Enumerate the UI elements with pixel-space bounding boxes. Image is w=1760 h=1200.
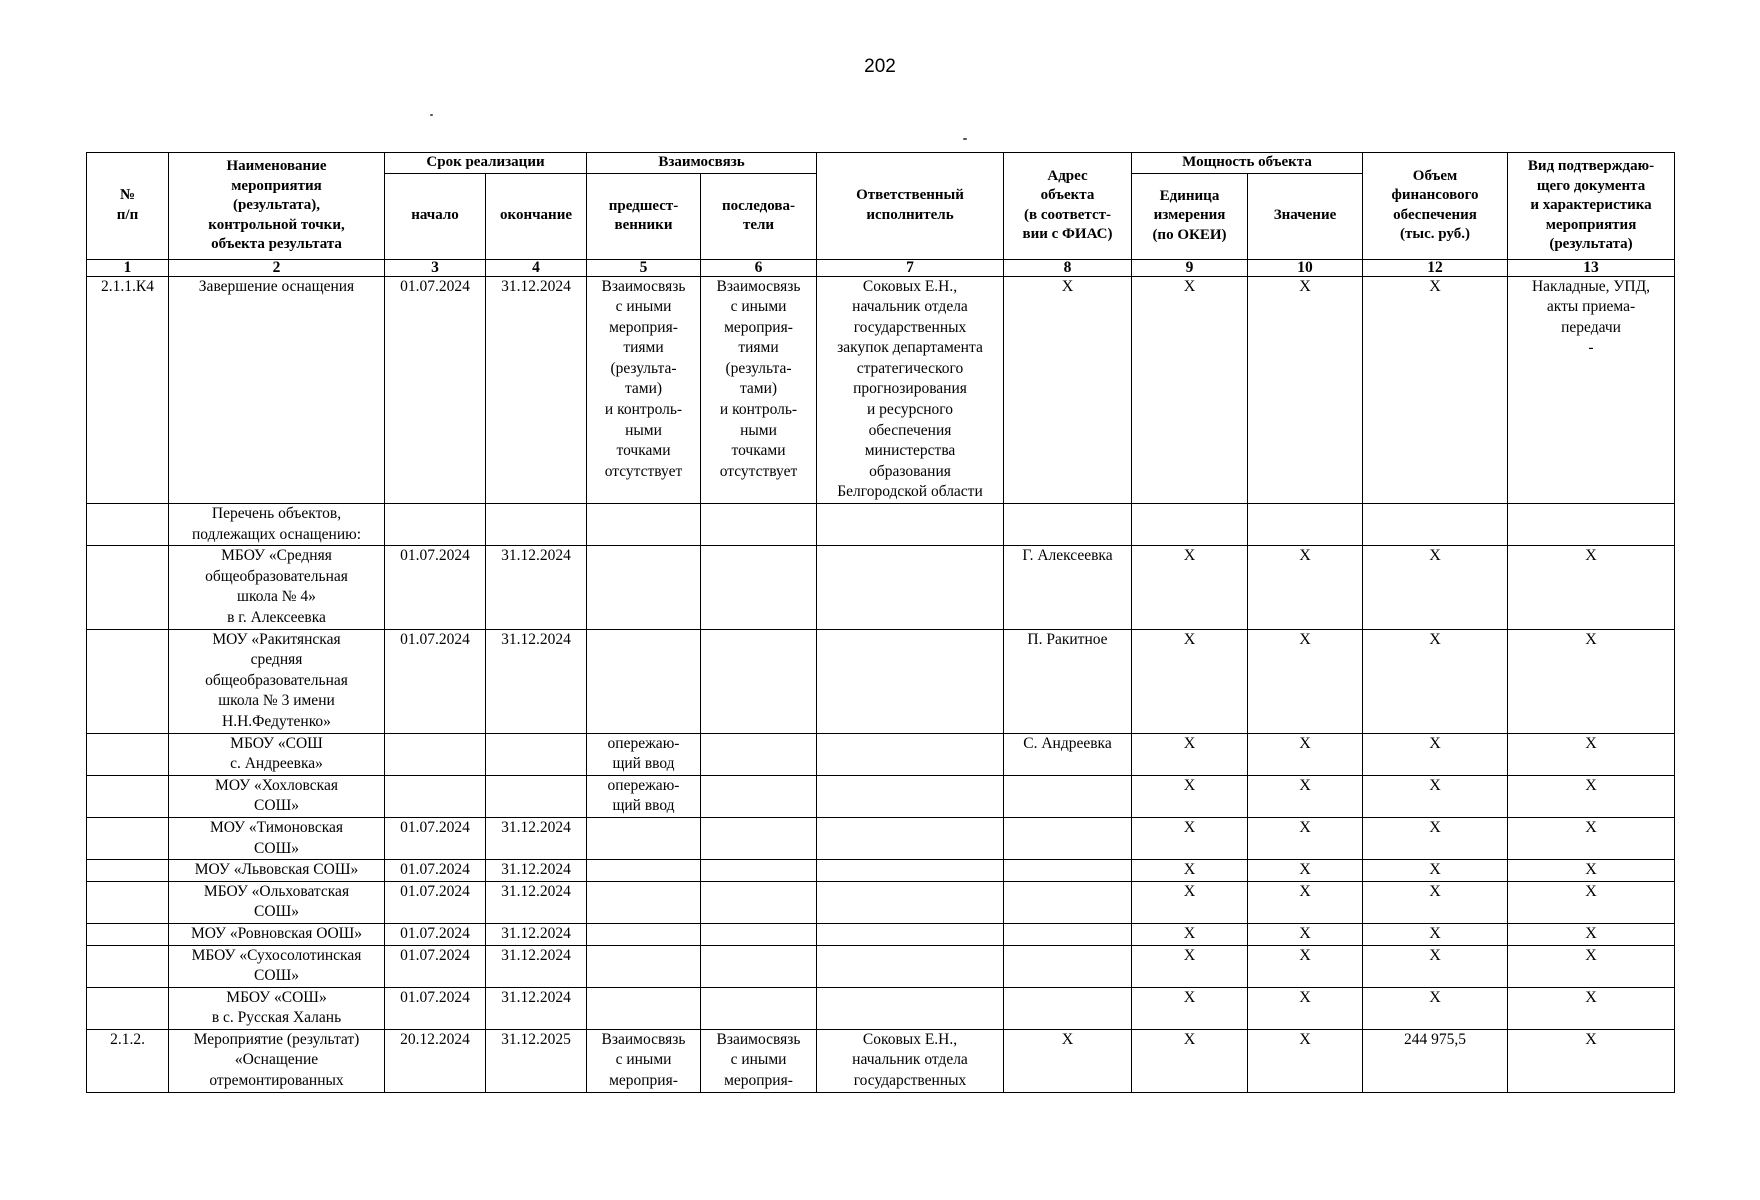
- document-cell: Х: [1508, 629, 1675, 733]
- column-number: 9: [1132, 259, 1248, 276]
- unit-cell: Х: [1132, 987, 1248, 1029]
- unit-cell: Х: [1132, 276, 1248, 504]
- end-date-cell: 31.12.2024: [486, 923, 587, 945]
- finance-cell: Х: [1363, 987, 1508, 1029]
- responsible-cell: [817, 945, 1004, 987]
- finance-cell: Х: [1363, 276, 1508, 504]
- unit-cell: [1132, 504, 1248, 546]
- value-cell: Х: [1248, 1029, 1363, 1092]
- unit-cell: Х: [1132, 860, 1248, 882]
- header-col-address: Адрес объекта (в соответст- вии с ФИАС): [1004, 153, 1132, 260]
- address-cell: [1004, 817, 1132, 859]
- address-cell: Г. Алексеевка: [1004, 546, 1132, 629]
- header-col-finance: Объем финансового обеспечения (тыс. руб.): [1363, 153, 1508, 260]
- finance-cell: [1363, 504, 1508, 546]
- header-col-document: Вид подтверждаю- щего документа и характеристика мероприятия (результата): [1508, 153, 1675, 260]
- finance-cell: Х: [1363, 546, 1508, 629]
- responsible-cell: [817, 987, 1004, 1029]
- column-number: 6: [701, 259, 817, 276]
- header-col-num: № п/п: [87, 153, 169, 260]
- start-date-cell: 01.07.2024: [385, 860, 486, 882]
- document-cell: Х: [1508, 1029, 1675, 1092]
- table-row: [87, 775, 1675, 817]
- finance-cell: Х: [1363, 923, 1508, 945]
- document-cell: Х: [1508, 923, 1675, 945]
- unit-cell: Х: [1132, 629, 1248, 733]
- successors-cell: Взаимосвязь с иными мероприя-: [701, 1029, 817, 1092]
- document-cell: Х: [1508, 945, 1675, 987]
- row-number-cell: [87, 860, 169, 882]
- successors-cell: [701, 923, 817, 945]
- row-number-cell: [87, 945, 169, 987]
- document-cell: [1508, 504, 1675, 546]
- end-date-cell: 31.12.2024: [486, 881, 587, 923]
- column-number: 13: [1508, 259, 1675, 276]
- predecessors-cell: Взаимосвязь с иными мероприя- тиями (результа- тами) и контроль- ными точками отсутствует: [587, 276, 701, 504]
- successors-cell: [701, 817, 817, 859]
- unit-cell: Х: [1132, 923, 1248, 945]
- column-number: 8: [1004, 259, 1132, 276]
- successors-cell: [701, 629, 817, 733]
- start-date-cell: 01.07.2024: [385, 629, 486, 733]
- row-name-cell: МОУ «Тимоновская СОШ»: [169, 817, 385, 859]
- unit-cell: Х: [1132, 546, 1248, 629]
- table-row: [87, 987, 1675, 1029]
- table-row: [87, 504, 1675, 546]
- end-date-cell: [486, 504, 587, 546]
- responsible-cell: [817, 881, 1004, 923]
- start-date-cell: 01.07.2024: [385, 817, 486, 859]
- row-number-cell: [87, 546, 169, 629]
- responsible-cell: Соковых Е.Н., начальник отдела государственных: [817, 1029, 1004, 1092]
- start-date-cell: 01.07.2024: [385, 923, 486, 945]
- end-date-cell: 31.12.2024: [486, 945, 587, 987]
- responsible-cell: [817, 817, 1004, 859]
- end-date-cell: 31.12.2024: [486, 817, 587, 859]
- unit-cell: Х: [1132, 881, 1248, 923]
- finance-cell: Х: [1363, 881, 1508, 923]
- row-number-cell: [87, 775, 169, 817]
- value-cell: Х: [1248, 945, 1363, 987]
- predecessors-cell: [587, 629, 701, 733]
- start-date-cell: 20.12.2024: [385, 1029, 486, 1092]
- value-cell: Х: [1248, 923, 1363, 945]
- unit-cell: Х: [1132, 733, 1248, 775]
- predecessors-cell: [587, 817, 701, 859]
- value-cell: Х: [1248, 817, 1363, 859]
- document-cell: Х: [1508, 733, 1675, 775]
- table-row: [87, 881, 1675, 923]
- row-name-cell: Мероприятие (результат) «Оснащение отремонтированных: [169, 1029, 385, 1092]
- address-cell: [1004, 923, 1132, 945]
- row-number-cell: 2.1.2.: [87, 1029, 169, 1092]
- finance-cell: 244 975,5: [1363, 1029, 1508, 1092]
- finance-cell: Х: [1363, 629, 1508, 733]
- scan-speck: [963, 138, 967, 140]
- document-cell: Х: [1508, 881, 1675, 923]
- document-cell: Х: [1508, 987, 1675, 1029]
- header-col-predecessors: предшест- венники: [587, 173, 701, 259]
- row-number-cell: [87, 629, 169, 733]
- successors-cell: [701, 987, 817, 1029]
- predecessors-cell: [587, 860, 701, 882]
- predecessors-cell: [587, 987, 701, 1029]
- header-group-term: Срок реализации: [385, 153, 587, 174]
- row-name-cell: МОУ «Хохловская СОШ»: [169, 775, 385, 817]
- value-cell: [1248, 504, 1363, 546]
- row-number-cell: 2.1.1.К4: [87, 276, 169, 504]
- address-cell: [1004, 860, 1132, 882]
- header-col-unit: Единица измерения (по ОКЕИ): [1132, 173, 1248, 259]
- row-name-cell: МОУ «Ровновская ООШ»: [169, 923, 385, 945]
- table-row: [87, 546, 1675, 629]
- end-date-cell: [486, 775, 587, 817]
- header-col-successors: последова- тели: [701, 173, 817, 259]
- end-date-cell: 31.12.2025: [486, 1029, 587, 1092]
- predecessors-cell: опережаю- щий ввод: [587, 775, 701, 817]
- unit-cell: Х: [1132, 1029, 1248, 1092]
- start-date-cell: [385, 504, 486, 546]
- column-number: 3: [385, 259, 486, 276]
- predecessors-cell: [587, 504, 701, 546]
- row-number-cell: [87, 817, 169, 859]
- row-number-cell: [87, 733, 169, 775]
- address-cell: [1004, 775, 1132, 817]
- schedule-table: [86, 152, 1675, 1093]
- successors-cell: [701, 546, 817, 629]
- responsible-cell: [817, 546, 1004, 629]
- successors-cell: [701, 881, 817, 923]
- value-cell: Х: [1248, 733, 1363, 775]
- column-number: 12: [1363, 259, 1508, 276]
- value-cell: Х: [1248, 629, 1363, 733]
- address-cell: [1004, 881, 1132, 923]
- predecessors-cell: опережаю- щий ввод: [587, 733, 701, 775]
- finance-cell: Х: [1363, 733, 1508, 775]
- column-number: 7: [817, 259, 1004, 276]
- start-date-cell: [385, 733, 486, 775]
- table-body: [87, 276, 1675, 1092]
- row-name-cell: МБОУ «Ольховатская СОШ»: [169, 881, 385, 923]
- address-cell: С. Андреевка: [1004, 733, 1132, 775]
- finance-cell: Х: [1363, 860, 1508, 882]
- row-number-cell: [87, 504, 169, 546]
- successors-cell: [701, 733, 817, 775]
- predecessors-cell: Взаимосвязь с иными мероприя-: [587, 1029, 701, 1092]
- responsible-cell: [817, 733, 1004, 775]
- table-row: [87, 817, 1675, 859]
- page-number: 202: [864, 56, 896, 77]
- start-date-cell: [385, 775, 486, 817]
- table-row: [87, 276, 1675, 504]
- end-date-cell: 31.12.2024: [486, 546, 587, 629]
- start-date-cell: 01.07.2024: [385, 987, 486, 1029]
- row-name-cell: МБОУ «Средняя общеобразовательная школа № 4» в г. Алексеевка: [169, 546, 385, 629]
- predecessors-cell: [587, 546, 701, 629]
- start-date-cell: 01.07.2024: [385, 881, 486, 923]
- table-row: [87, 629, 1675, 733]
- row-name-cell: МБОУ «СОШ с. Андреевка»: [169, 733, 385, 775]
- address-cell: П. Ракитное: [1004, 629, 1132, 733]
- predecessors-cell: [587, 881, 701, 923]
- address-cell: [1004, 504, 1132, 546]
- row-name-cell: МОУ «Ракитянская средняя общеобразовательная школа № 3 имени Н.Н.Федутенко»: [169, 629, 385, 733]
- unit-cell: Х: [1132, 945, 1248, 987]
- successors-cell: [701, 504, 817, 546]
- start-date-cell: 01.07.2024: [385, 546, 486, 629]
- header-col-start: начало: [385, 173, 486, 259]
- table-row: [87, 1029, 1675, 1092]
- successors-cell: Взаимосвязь с иными мероприя- тиями (результа- тами) и контроль- ными точками отсутствует: [701, 276, 817, 504]
- column-number: 4: [486, 259, 587, 276]
- value-cell: Х: [1248, 860, 1363, 882]
- table-row: [87, 923, 1675, 945]
- column-number: 5: [587, 259, 701, 276]
- row-name-cell: Завершение оснащения: [169, 276, 385, 504]
- row-number-cell: [87, 987, 169, 1029]
- end-date-cell: [486, 733, 587, 775]
- header-group-capacity: Мощность объекта: [1132, 153, 1363, 174]
- document-cell: Х: [1508, 775, 1675, 817]
- header-col-end: окончание: [486, 173, 587, 259]
- document-cell: Х: [1508, 546, 1675, 629]
- address-cell: [1004, 945, 1132, 987]
- row-number-cell: [87, 923, 169, 945]
- responsible-cell: Соковых Е.Н., начальник отдела государственных закупок департамента стратегического прогнозирования и ресурсного обеспечения министерства образования Белгородской области: [817, 276, 1004, 504]
- document-cell: Накладные, УПД, акты приема- передачи -: [1508, 276, 1675, 504]
- value-cell: Х: [1248, 987, 1363, 1029]
- finance-cell: Х: [1363, 817, 1508, 859]
- header-group-link: Взаимосвязь: [587, 153, 817, 174]
- address-cell: Х: [1004, 1029, 1132, 1092]
- responsible-cell: [817, 860, 1004, 882]
- end-date-cell: 31.12.2024: [486, 860, 587, 882]
- responsible-cell: [817, 504, 1004, 546]
- header-col-value: Значение: [1248, 173, 1363, 259]
- row-name-cell: МОУ «Львовская СОШ»: [169, 860, 385, 882]
- finance-cell: Х: [1363, 945, 1508, 987]
- value-cell: Х: [1248, 881, 1363, 923]
- successors-cell: [701, 860, 817, 882]
- table-row: [87, 945, 1675, 987]
- successors-cell: [701, 775, 817, 817]
- column-number: 1: [87, 259, 169, 276]
- row-number-cell: [87, 881, 169, 923]
- predecessors-cell: [587, 923, 701, 945]
- header-col-responsible: Ответственный исполнитель: [817, 153, 1004, 260]
- address-cell: Х: [1004, 276, 1132, 504]
- header-col-name: Наименование мероприятия (результата), контрольной точки, объекта результата: [169, 153, 385, 260]
- document-cell: Х: [1508, 817, 1675, 859]
- row-name-cell: МБОУ «Сухосолотинская СОШ»: [169, 945, 385, 987]
- finance-cell: Х: [1363, 775, 1508, 817]
- table-row: [87, 733, 1675, 775]
- column-number: 10: [1248, 259, 1363, 276]
- responsible-cell: [817, 629, 1004, 733]
- start-date-cell: 01.07.2024: [385, 276, 486, 504]
- end-date-cell: 31.12.2024: [486, 629, 587, 733]
- successors-cell: [701, 945, 817, 987]
- responsible-cell: [817, 775, 1004, 817]
- value-cell: Х: [1248, 775, 1363, 817]
- column-number: 2: [169, 259, 385, 276]
- row-name-cell: МБОУ «СОШ» в с. Русская Халань: [169, 987, 385, 1029]
- responsible-cell: [817, 923, 1004, 945]
- predecessors-cell: [587, 945, 701, 987]
- document-cell: Х: [1508, 860, 1675, 882]
- value-cell: Х: [1248, 546, 1363, 629]
- address-cell: [1004, 987, 1132, 1029]
- value-cell: Х: [1248, 276, 1363, 504]
- end-date-cell: 31.12.2024: [486, 987, 587, 1029]
- unit-cell: Х: [1132, 775, 1248, 817]
- unit-cell: Х: [1132, 817, 1248, 859]
- end-date-cell: 31.12.2024: [486, 276, 587, 504]
- row-name-cell: Перечень объектов, подлежащих оснащению:: [169, 504, 385, 546]
- table-header: [87, 153, 1675, 277]
- table-row: [87, 860, 1675, 882]
- scan-speck: [430, 114, 433, 116]
- column-number-row: [87, 259, 1675, 276]
- start-date-cell: 01.07.2024: [385, 945, 486, 987]
